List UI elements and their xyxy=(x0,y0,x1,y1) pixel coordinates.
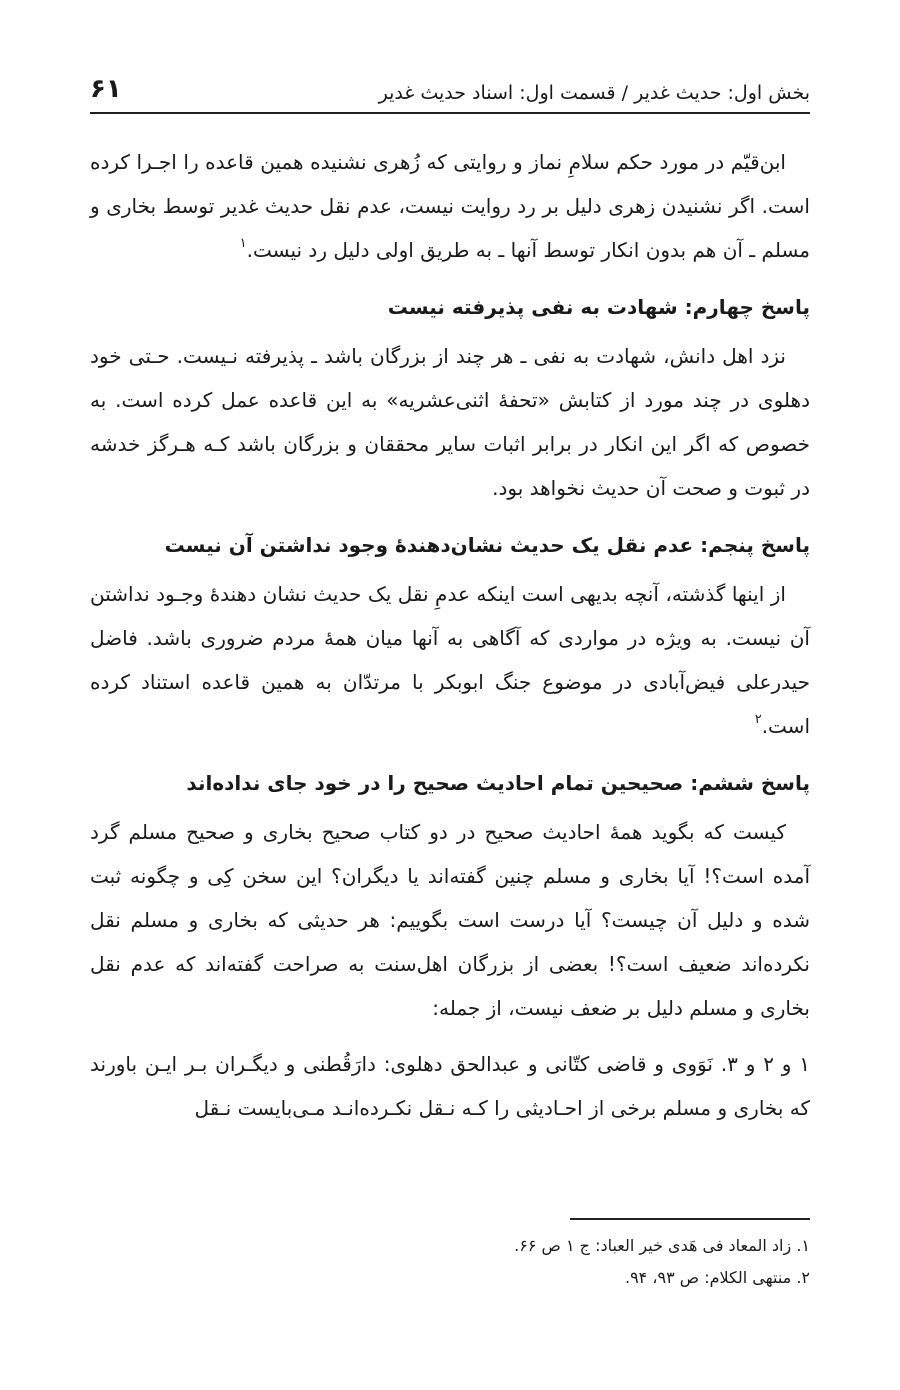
footnote-1: ۱. زاد المعاد فی هَدی خیر العباد: ج ۱ ص ۶۶. xyxy=(514,1236,810,1255)
footnote-ref-2: ۲ xyxy=(754,712,762,727)
book-page xyxy=(90,60,810,1130)
footnotes xyxy=(90,1218,810,1294)
paragraph-4: کیست که بگوید همۀ احادیث صحیح در دو کتاب صحیح بخاری و صحیح مسلم گرد آمده است؟! آیا بخاری و مسلم چنین گفته‌اند یا دیگران؟ این سخن کِی و چگونه ثبت شده و دلیل آن چیست؟ آیا درست است بگوییم: هر حدیثی که بخاری و مسلم نقل نکرده‌اند ضعیف است؟! بعضی از بزرگان اهل‌سنت به صراحت گفته‌اند که عدم نقل بخاری و مسلم دلیل بر ضعف نیست، از جمله: xyxy=(90,820,810,1020)
heading-answer-6: پاسخ ششم: صحیحین تمام احادیث صحیح را در خود جای نداده‌اند xyxy=(186,771,810,795)
footnote-divider xyxy=(570,1218,810,1220)
paragraph-3 xyxy=(90,572,810,748)
paragraph-3-text: از اینها گذشته، آنچه بدیهی است اینکه عدمِ نقل یک حدیث نشان دهندۀ وجـود نداشتن آن نیست. به ویژه در مواردی که آگاهی به آنها میان همۀ مردم ضروری باشد. فاضل حیدرعلی فیض‌آبادی در موضوع جنگ ابوبکر با مرتدّان به همین قاعده استناد کرده است. xyxy=(90,582,810,738)
running-header-title: بخش اول: حدیث غدیر / قسمت اول: اسناد حدیث غدیر xyxy=(378,82,810,104)
heading-answer-5: پاسخ پنجم: عدم نقل یک حدیث نشان‌دهندۀ وجود نداشتن آن نیست xyxy=(164,533,810,557)
paragraph-1-text: ابن‌قیّم در مورد حکم سلامِ نماز و روایتی که زُهری نشنیده همین قاعده را اجـرا کرده است. اگر نشنیدن زهری دلیل بر رد روایت نیست، عدم نقل حدیث غدیر توسط بخاری و مسلم ـ آن هم بدون انکار توسط آنها ـ به طریق اولی دلیل رد نیست. xyxy=(90,150,810,262)
body-text xyxy=(90,140,810,1130)
paragraph-2: نزد اهل دانش، شهادت به نفی ـ هر چند از بزرگان باشد ـ پذیرفته نـیست. حـتی خود دهلوی در چند مورد از کتابش «تحفۀ اثنی‌عشریه» به این قاعده عمل کرده است. به خصوص که اگر این انکار در برابر اثبات سایر محققان و بزرگان باشد کـه هـرگز خدشه در ثبوت و صحت آن حدیث نخواهد بود. xyxy=(90,344,810,500)
paragraph-1 xyxy=(90,140,810,272)
running-header xyxy=(90,60,810,114)
paragraph-5: ۱ و ۲ و ۳. نَوَوی و قاضی کتّانی و عبدالحق دهلوی: دارَقُطنی و دیگـران بـر ایـن باورند که بخاری و مسلم برخی از احـادیثی را کـه نـقل نکـرده‌انـد مـی‌بایست نـقل xyxy=(90,1052,811,1120)
page-number: ۶۱ xyxy=(90,74,122,104)
paragraph-gap xyxy=(90,1030,810,1042)
footnote-ref-1: ۱ xyxy=(239,236,247,251)
footnote-2: ۲. منتهی الکلام: ص ۹۳، ۹۴. xyxy=(624,1268,810,1287)
heading-answer-4: پاسخ چهارم: شهادت به نفی پذیرفته نیست xyxy=(387,295,810,319)
